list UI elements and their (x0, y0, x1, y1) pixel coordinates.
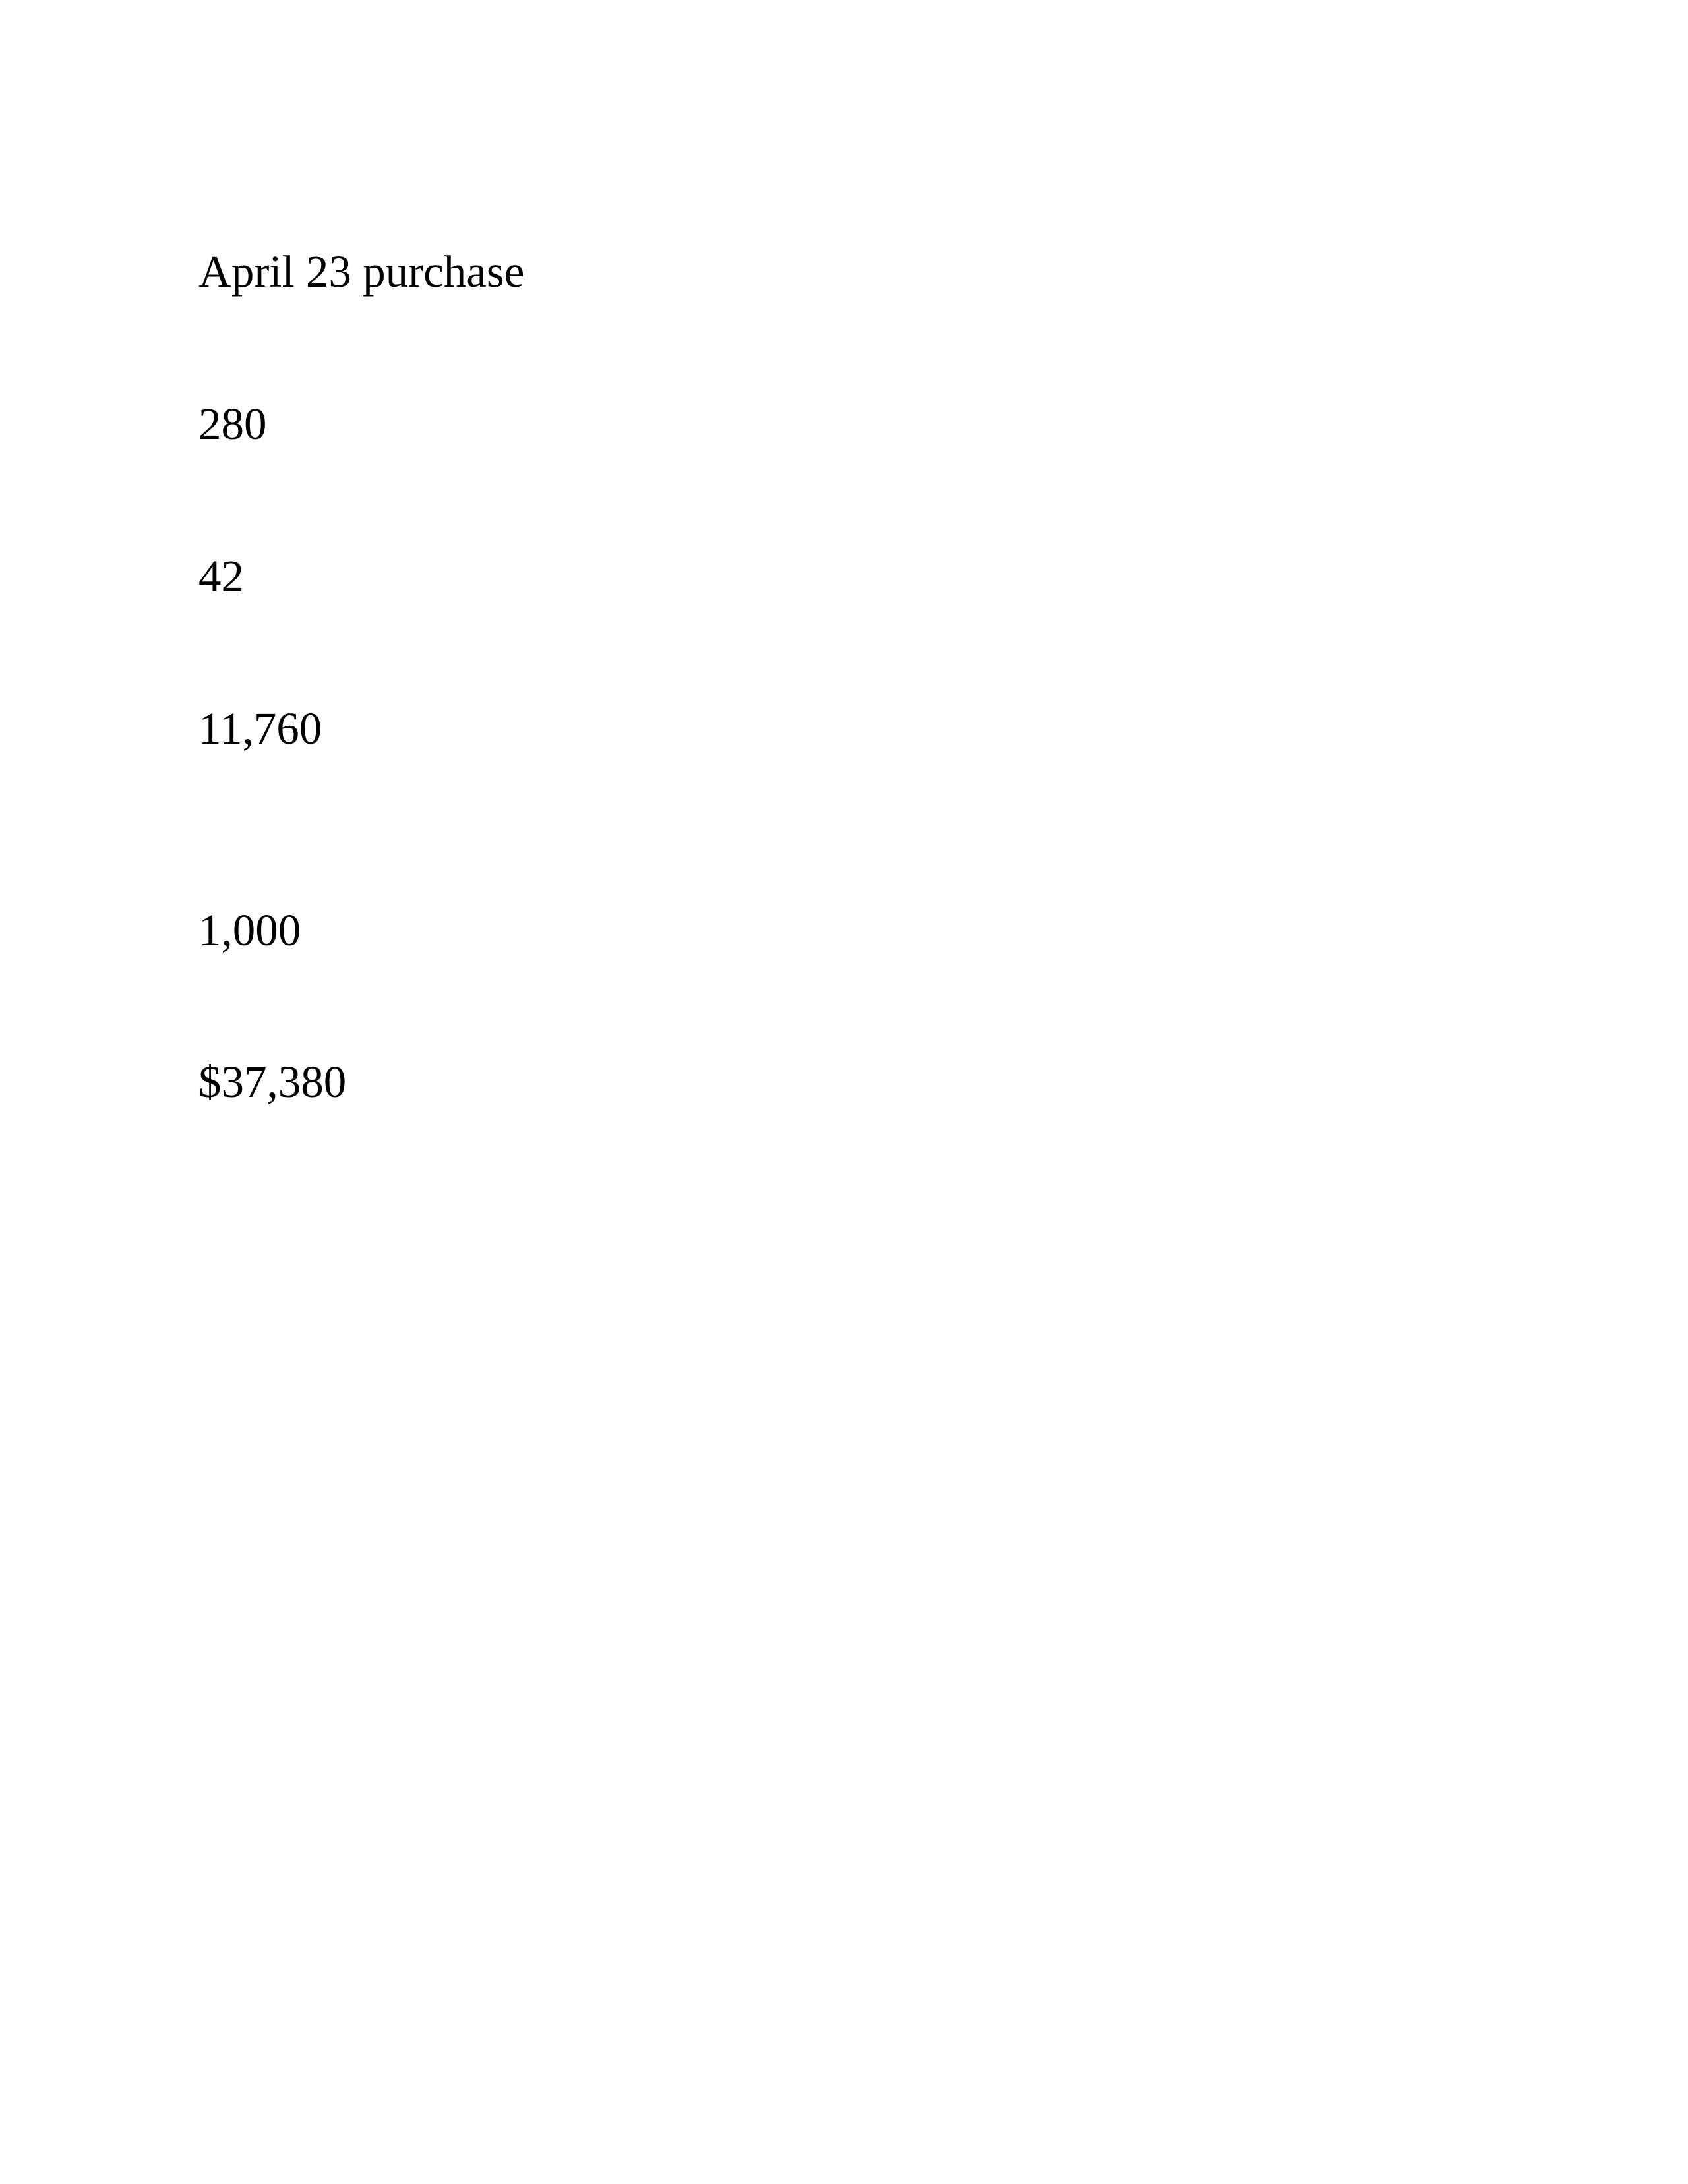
value-42: 42 (198, 551, 244, 601)
total-amount: $37,380 (198, 1057, 347, 1107)
value-280: 280 (198, 399, 267, 449)
value-11760: 11,760 (198, 703, 322, 753)
purchase-label: April 23 purchase (198, 247, 525, 297)
value-1000: 1,000 (198, 905, 301, 955)
